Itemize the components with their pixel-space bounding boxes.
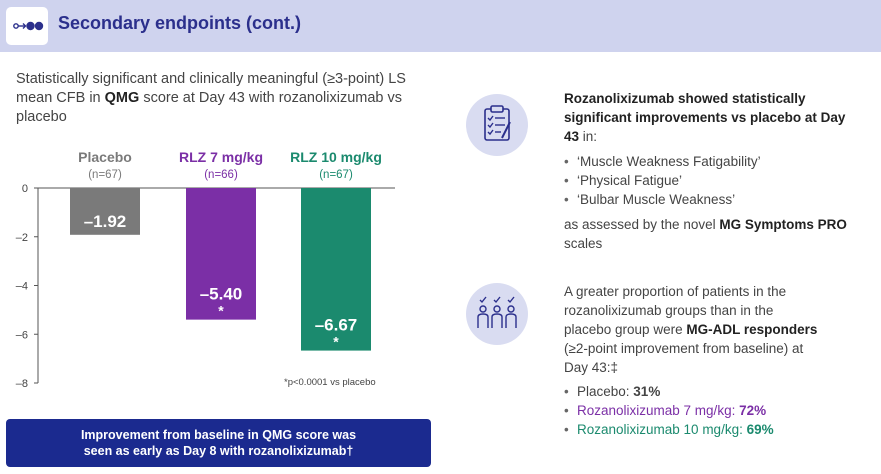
pro-footer-suffix: scales — [564, 236, 603, 251]
item-label: Placebo: — [577, 384, 634, 399]
logo-icon — [6, 7, 48, 45]
qmg-bar-chart — [0, 140, 440, 400]
pro-footer-prefix: as assessed by the novel — [564, 217, 720, 232]
n-label: (n=67) — [319, 169, 353, 181]
significance-label: * — [333, 333, 339, 350]
patients-checkmarks-icon — [466, 283, 528, 345]
clipboard-checklist-icon — [466, 94, 528, 156]
pro-footer — [564, 215, 864, 253]
mgadl-bold: MG-ADL responders — [686, 322, 818, 337]
intro-bold: QMG — [104, 90, 140, 106]
chart-footnote: *p<0.0001 vs placebo — [284, 377, 376, 388]
category-label: RLZ 7 mg/kg — [178, 149, 264, 165]
item-value: 31% — [633, 384, 661, 399]
y-tick-label: –6 — [15, 329, 28, 342]
chart-intro-text — [16, 70, 446, 127]
callout-line-1: Improvement from baseline in QMG score was — [80, 428, 357, 442]
list-item: • ‘Physical Fatigue’ — [564, 171, 864, 190]
mgadl-text — [564, 282, 824, 377]
pro-heading-bold: Rozanolixizumab showed statistically significant improvements vs placebo at Day 43 — [564, 91, 846, 144]
list-item: • ‘Muscle Weakness Fatigability’ — [564, 152, 864, 171]
callout-line-2: seen as early as Day 8 with rozanolixizumab† — [83, 444, 354, 458]
item-value: 69% — [746, 422, 774, 437]
n-label: (n=66) — [204, 169, 238, 181]
header-bar — [0, 0, 881, 52]
list-item — [564, 382, 824, 401]
category-label: RLZ 10 mg/kg — [290, 149, 382, 165]
significance-label: * — [218, 302, 224, 319]
intro-suffix: score at Day 43 with rozanolixizumab vs placebo — [16, 90, 403, 125]
callout-box — [6, 419, 431, 467]
list-item — [564, 420, 824, 439]
pro-heading — [564, 89, 864, 146]
value-label: –1.92 — [83, 211, 127, 231]
item-label: Rozanolixizumab 10 mg/kg: — [577, 422, 747, 437]
pro-footer-bold: MG Symptoms PRO — [719, 217, 847, 232]
item-label: Rozanolixizumab 7 mg/kg: — [577, 403, 740, 418]
y-tick-label: –2 — [15, 231, 28, 244]
page-title: Secondary endpoints (cont.) — [58, 13, 302, 33]
mgadl-suffix: (≥2-point improvement from baseline) at Day 43:‡ — [564, 341, 804, 375]
list-item: • ‘Bulbar Muscle Weakness’ — [564, 190, 864, 209]
mgadl-panel — [564, 282, 824, 445]
mgadl-prefix: A greater proportion of patients in the rozanolixizumab groups than in the placebo group were — [564, 284, 787, 337]
item-value: 72% — [739, 403, 767, 418]
value-label: –6.67 — [314, 315, 358, 335]
list-item — [564, 401, 824, 420]
pro-bullet-list — [564, 152, 864, 209]
y-tick-label: –8 — [15, 378, 28, 390]
intro-prefix: Statistically significant and clinically meaningful (≥3-point) LS mean CFB in — [16, 71, 406, 106]
pro-heading-suffix: in: — [579, 129, 598, 144]
y-tick-label: 0 — [21, 183, 28, 195]
y-tick-label: –4 — [15, 280, 28, 293]
n-label: (n=67) — [88, 169, 122, 181]
mgadl-list — [564, 382, 824, 439]
category-label: Placebo — [78, 149, 132, 165]
value-label: –5.40 — [199, 284, 243, 304]
pro-results-panel — [564, 89, 864, 253]
